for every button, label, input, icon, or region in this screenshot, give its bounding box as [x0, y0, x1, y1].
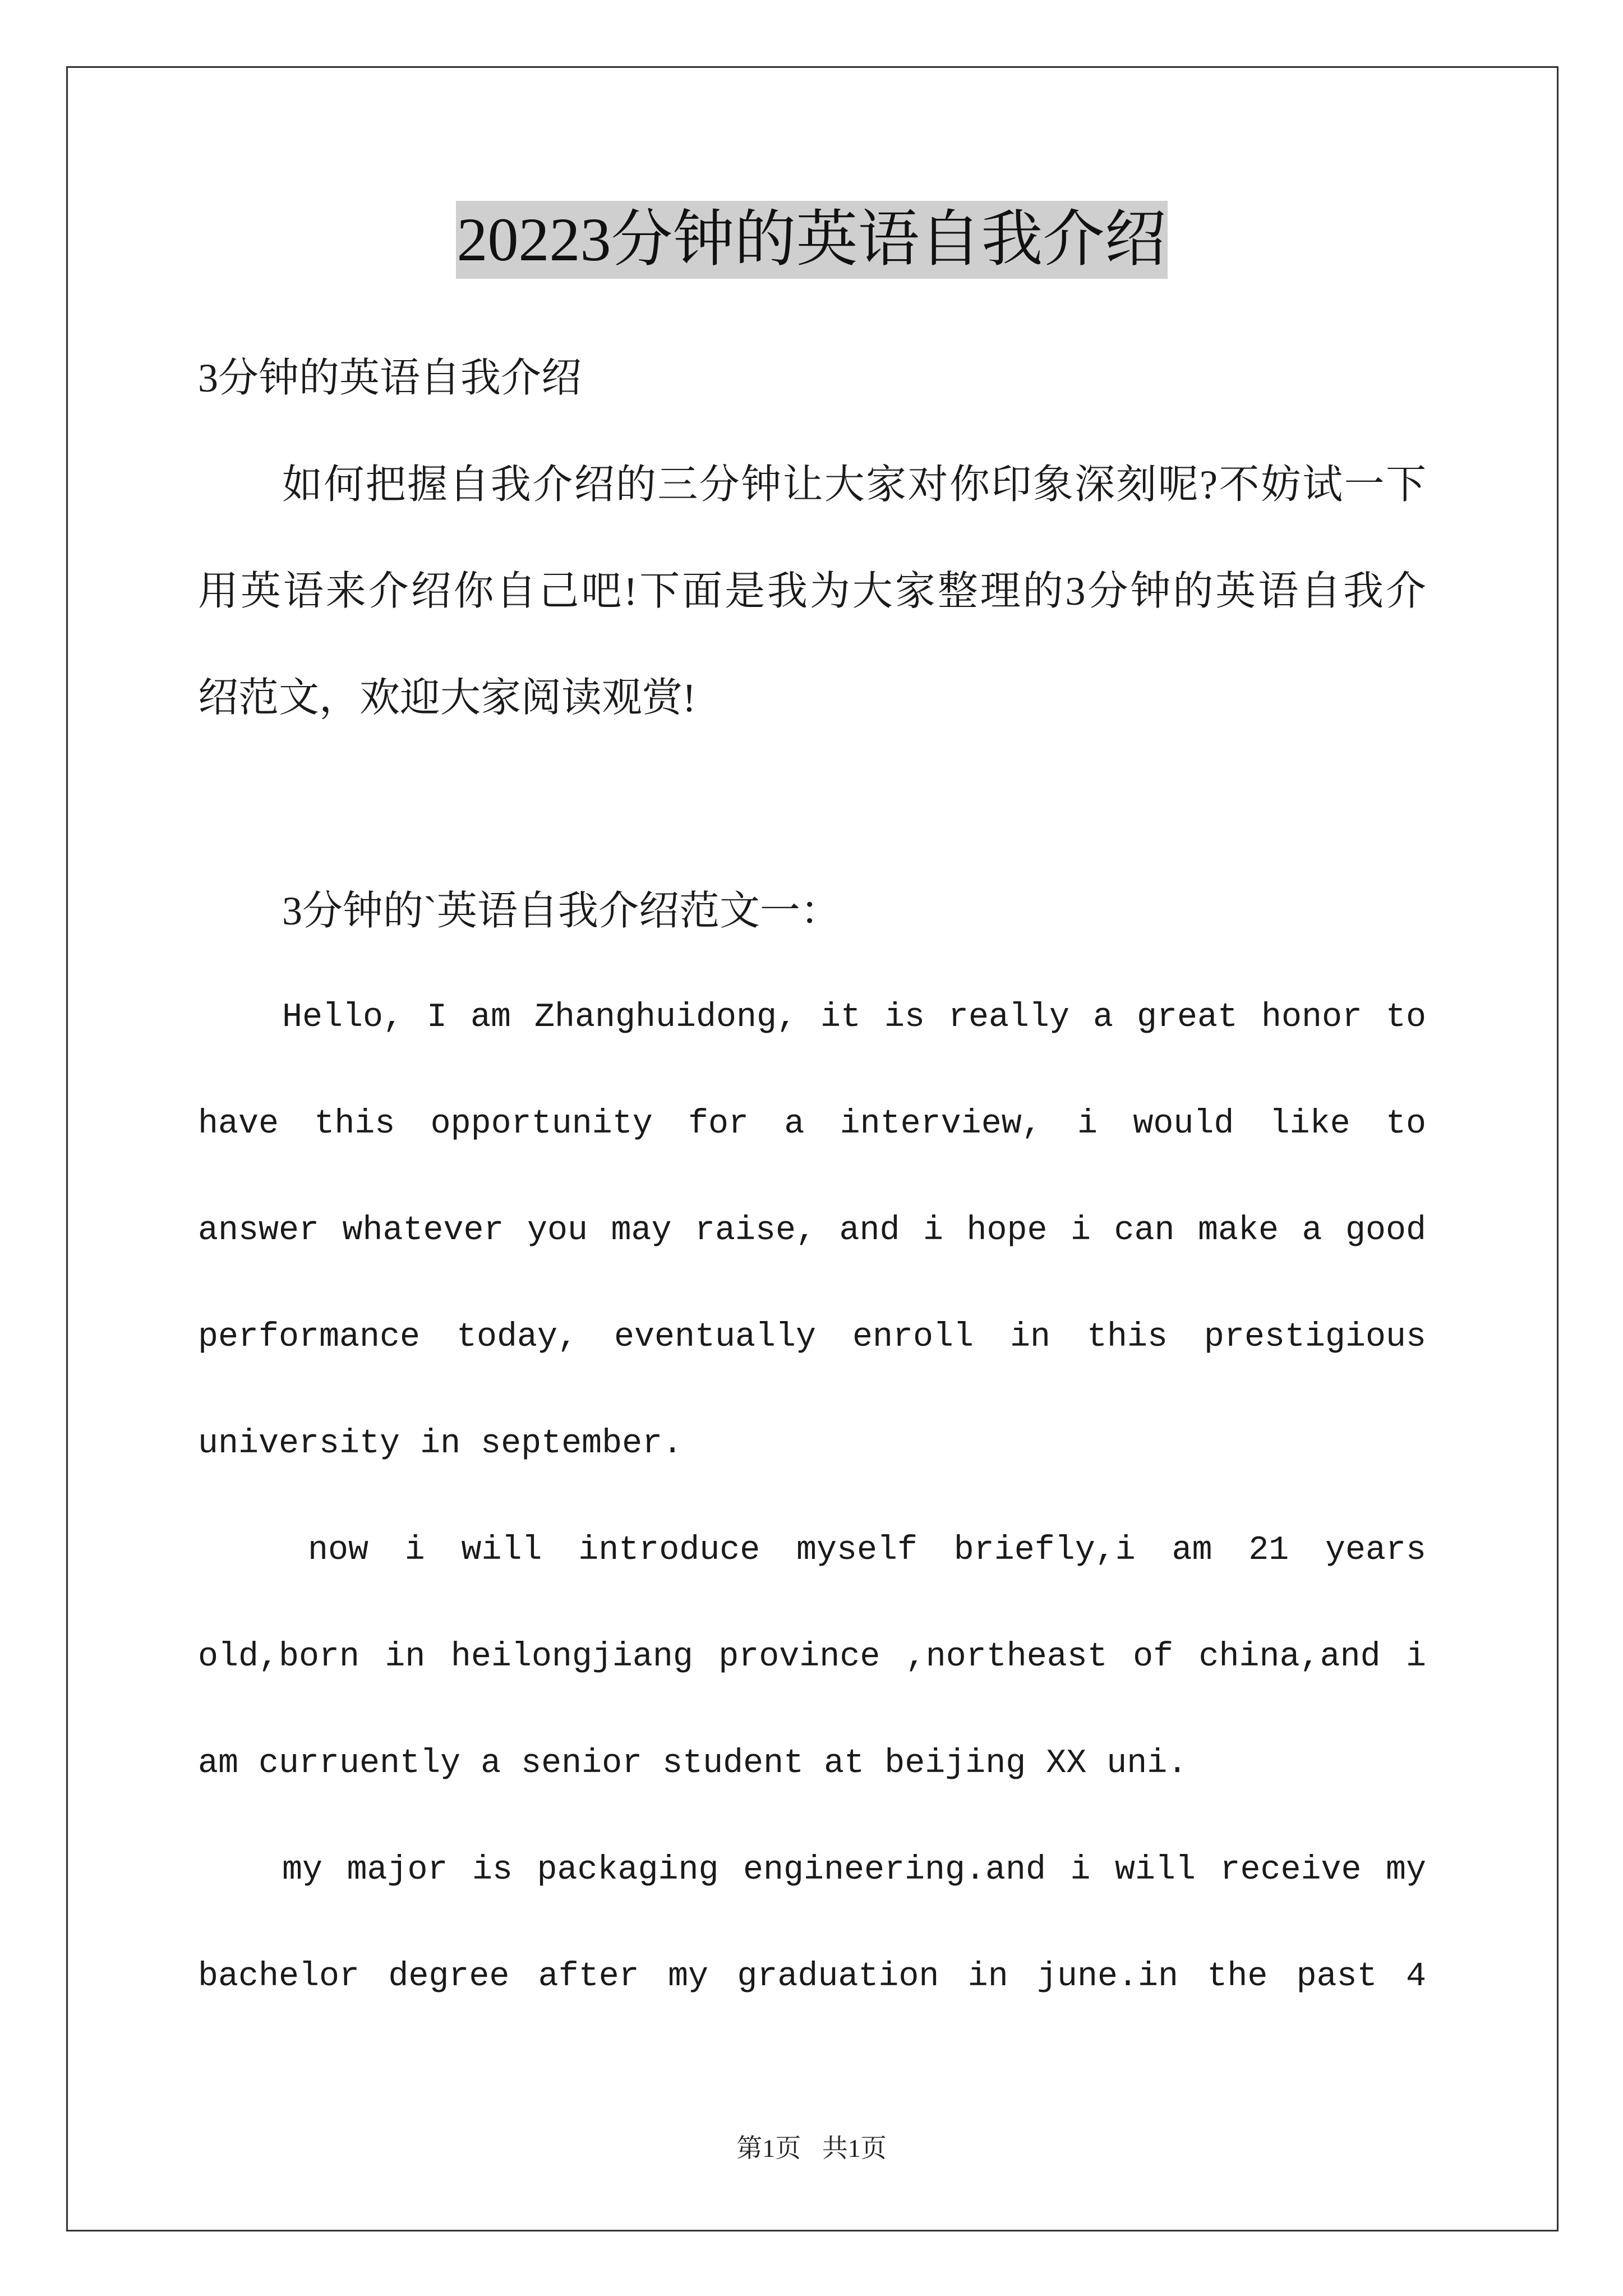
sample-paragraph-background [198, 1497, 1426, 1817]
text-line: 如何把握自我介绍的三分钟让大家对你印象深刻呢?不妨试一下 [282, 462, 1426, 507]
text-line: am curruently a senior student at beijing XX uni. [198, 1745, 1188, 1783]
blank-line [198, 751, 1426, 858]
sample-paragraph-greeting [198, 964, 1426, 1497]
text-line: answer whatever you may raise, and i hope i can make a good [198, 1212, 1426, 1250]
text-line: 3分钟的`英语自我介绍范文一： [282, 889, 841, 933]
text-line: my major is packaging engineering.and i will receive my [282, 1851, 1426, 1889]
page-footer [0, 2132, 1623, 2165]
text-line: 绍范文，欢迎大家阅读观赏! [198, 675, 696, 720]
text-line: have this opportunity for a interview, i would like to [198, 1105, 1426, 1143]
intro-heading [198, 325, 1426, 431]
text-line: bachelor degree after my graduation in june.in the past 4 [198, 1958, 1426, 1996]
page-number: 第1页 共1页 [736, 2134, 887, 2162]
sample-heading [198, 858, 1426, 964]
text-line: 3分钟的英语自我介绍 [198, 356, 582, 401]
sample-paragraph-major [198, 1817, 1426, 2030]
text-line: Hello, I am Zhanghuidong, it is really a great honor to [282, 999, 1426, 1037]
intro-paragraph [198, 431, 1426, 751]
document-body [198, 325, 1426, 2030]
text-line: old,born in heilongjiang province ,northeast of china,and i [198, 1638, 1426, 1676]
text-line: 用英语来介绍你自己吧!下面是我为大家整理的3分钟的英语自我介 [198, 569, 1426, 614]
title-bar [0, 201, 1623, 279]
text-line: university in september. [198, 1425, 683, 1463]
text-line: performance today, eventually enroll in this prestigious [198, 1318, 1426, 1356]
text-line: now i will introduce myself briefly,i am 21 years [308, 1531, 1426, 1570]
document-title: 20223分钟的英语自我介绍 [456, 201, 1168, 279]
